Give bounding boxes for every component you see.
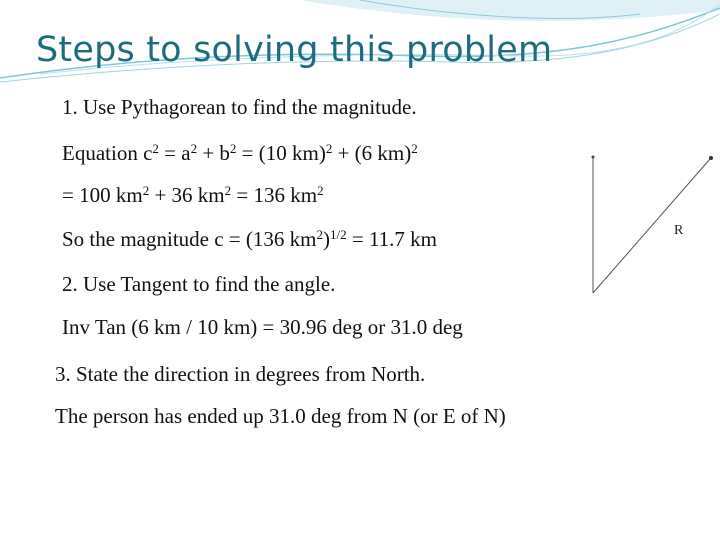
resultant-label: R (674, 223, 684, 238)
equation-part: So the magnitude c = (136 km (62, 227, 317, 251)
equation-part: ) (322, 227, 330, 251)
axis-tip-dot (592, 156, 595, 159)
superscript: 2 (325, 141, 333, 156)
equation-line (62, 141, 418, 165)
superscript: 2 (224, 183, 232, 198)
slide-title: Steps to solving this problem (36, 30, 553, 70)
superscript: 2 (142, 183, 150, 198)
equation-part: + (6 km) (332, 141, 412, 165)
equation-part: + b (197, 141, 230, 165)
equation-part: = a (158, 141, 191, 165)
superscript: 2 (229, 141, 237, 156)
equation-part: Equation c (62, 141, 153, 165)
superscript: 2 (190, 141, 198, 156)
equation-part: = 100 km (62, 183, 143, 207)
step-2-text: 2. Use Tangent to find the angle. (62, 272, 336, 296)
inverse-tangent-line: Inv Tan (6 km / 10 km) = 30.96 deg or 31.0 deg (62, 315, 463, 339)
magnitude-line (62, 227, 437, 251)
vector-diagram (585, 150, 720, 300)
superscript: 1/2 (329, 227, 347, 242)
superscript: 2 (317, 183, 324, 198)
resultant-vector-line (593, 159, 710, 293)
squares-sum-line (62, 183, 324, 207)
step-1-text: 1. Use Pythagorean to find the magnitude. (62, 95, 417, 119)
superscript: 2 (152, 141, 159, 156)
superscript: 2 (316, 227, 323, 242)
equation-part: + 36 km (149, 183, 225, 207)
equation-part: = 11.7 km (346, 227, 438, 251)
step-3-text: 3. State the direction in degrees from North. (55, 362, 426, 386)
equation-part: = 136 km (231, 183, 318, 207)
vector-tip-dot (709, 156, 713, 160)
final-answer-text: The person has ended up 31.0 deg from N (or E of N) (55, 404, 506, 428)
equation-part: = (10 km) (236, 141, 326, 165)
superscript: 2 (411, 141, 418, 156)
